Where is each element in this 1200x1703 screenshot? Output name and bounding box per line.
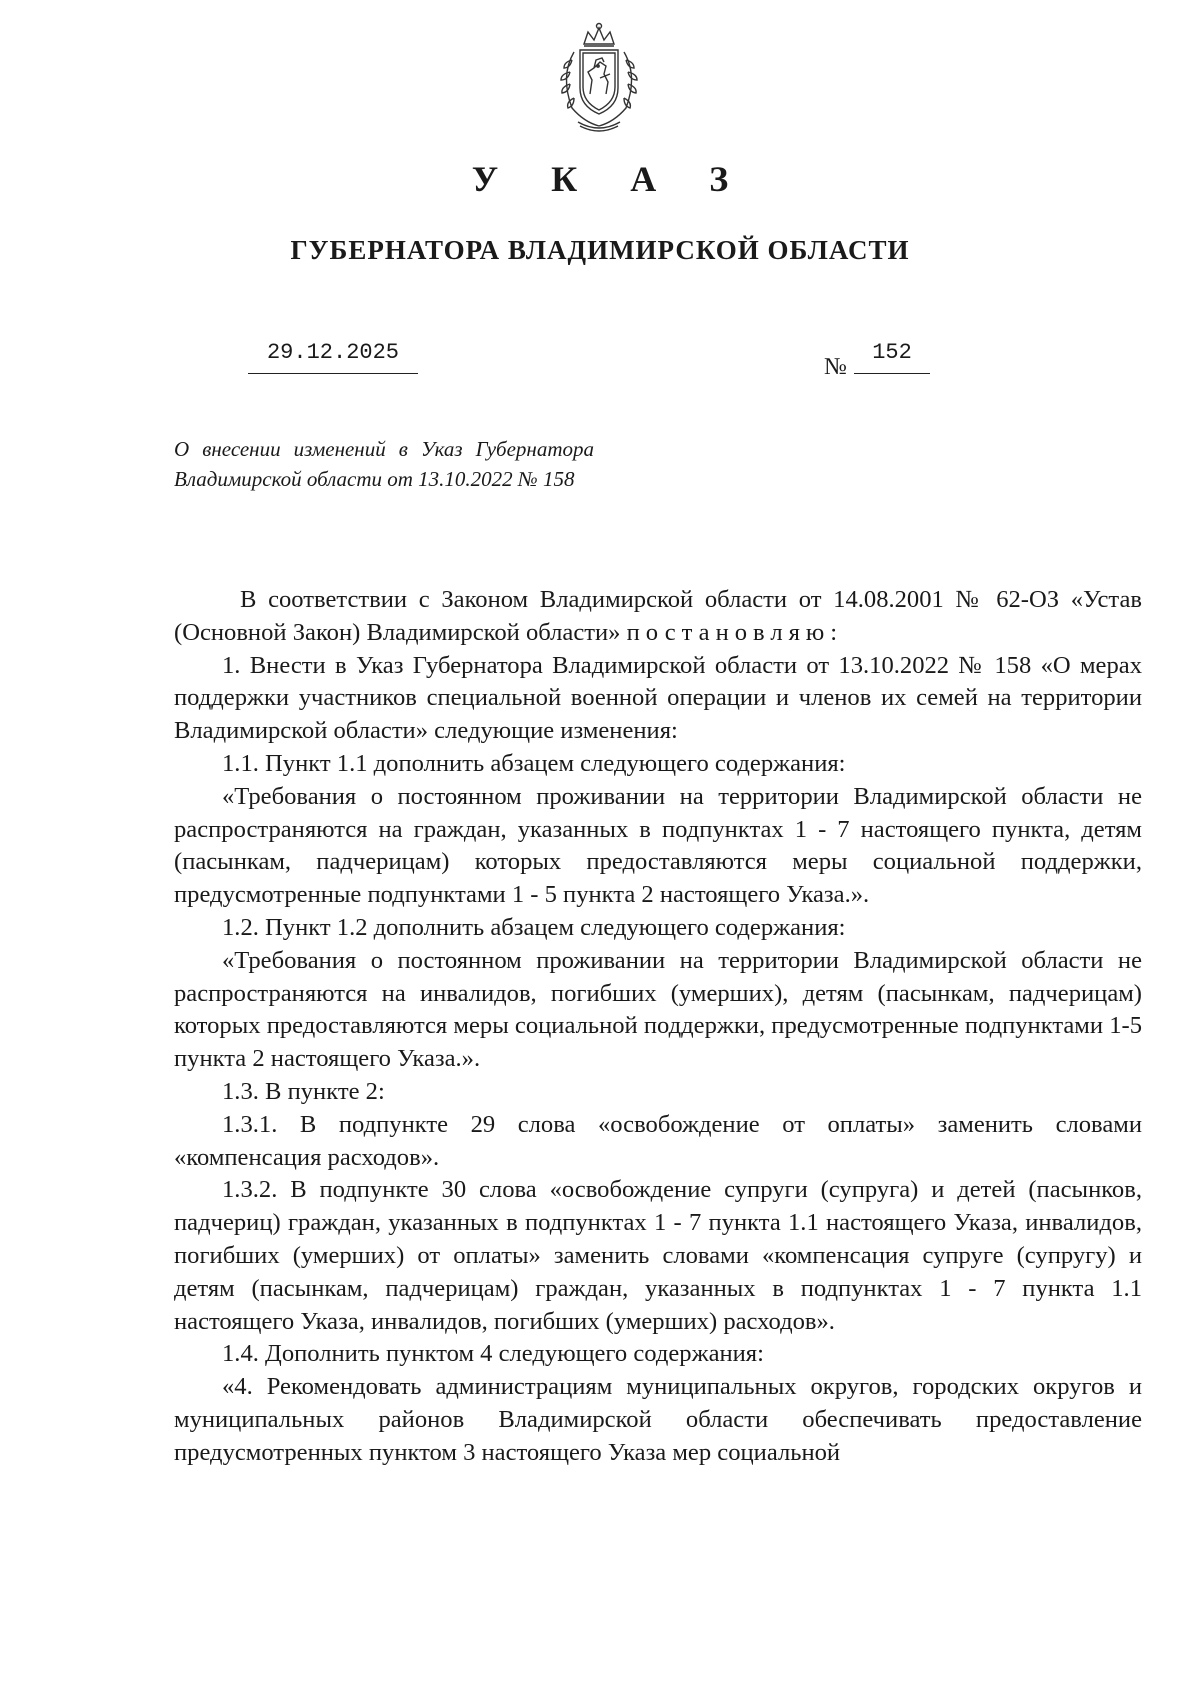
document-date: 29.12.2025 xyxy=(248,340,418,374)
paragraph-1-3-1: 1.3.1. В подпункте 29 слова «освобождение от оплаты» заменить словами «компенсация расходов». xyxy=(174,1110,1142,1171)
document-heading: О внесении изменений в Указ Губернатора Владимирской области от 13.10.2022 № 158 xyxy=(174,437,594,491)
paragraph-1-2-quote: «Требования о постоянном проживании на территории Владимирской области не распространяются на инвалидов, погибших (умерших), детям (пасынкам, падчерицам) которых предоставляются меры социальной поддержки, предусмотренные подпунктами 1-5 пункта 2 настоящего Указа.». xyxy=(174,946,1142,1073)
paragraph-1-4-quote: «4. Рекомендовать администрациям муниципальных округов, городских округов и муниципальных районов Владимирской области обеспечивать предоставление предусмотренных пунктом 3 настоящего Указа мер социальной xyxy=(174,1373,1142,1466)
paragraph-1-1-quote: «Требования о постоянном проживании на территории Владимирской области не распространяются на граждан, указанных в подпунктах 1 - 7 настоящего пункта, детям (пасынкам, падчерицам) которых предоставляются меры социальной поддержки, предусмотренные подпунктами 1 - 5 пункта 2 настоящего Указа.». xyxy=(174,782,1142,909)
paragraph-1-4: 1.4. Дополнить пунктом 4 следующего содержания: xyxy=(222,1340,764,1368)
decree-word: постановляю: xyxy=(626,618,844,646)
paragraph-1-1: 1.1. Пункт 1.1 дополнить абзацем следующего содержания: xyxy=(222,749,846,777)
paragraph-intro xyxy=(174,584,1142,650)
paragraph-1-3-2: 1.3.2. В подпункте 30 слова «освобождение супруги (супруга) и детей (пасынков, падчериц) граждан, указанных в подпунктах 1 - 7 пункта 1.1 настоящего Указа, инвалидов, погибших (умерших) от оплаты» заменить словами «компенсация супруге (супругу) и детям (пасынкам, падчерицам) граждан, указанных в подпунктах 1 - 7 пункта 1.1 настоящего Указа, инвалидов, погибших (умерших) расходов». xyxy=(174,1176,1142,1335)
paragraph-1-3: 1.3. В пункте 2: xyxy=(222,1077,385,1105)
paragraph-1: 1. Внести в Указ Губернатора Владимирской области от 13.10.2022 № 158 «О мерах поддержки участников специальной военной операции и членов их семей на территории Владимирской области» следующие изменения: xyxy=(174,651,1142,745)
intro-text: В соответствии с Законом Владимирской области от 14.08.2001 № 62-ОЗ «Устав (Основной Закон) Владимирской области» xyxy=(174,586,1142,646)
number-label: № xyxy=(824,354,847,380)
document-title: У К А З xyxy=(471,159,751,199)
paragraph-1-2: 1.2. Пункт 1.2 дополнить абзацем следующего содержания: xyxy=(222,913,846,941)
issuer-title: ГУБЕРНАТОРА ВЛАДИМИРСКОЙ ОБЛАСТИ xyxy=(290,235,910,265)
document-number: 152 xyxy=(854,340,930,374)
coat-of-arms-emblem xyxy=(534,22,664,134)
document-body xyxy=(174,584,1142,1470)
